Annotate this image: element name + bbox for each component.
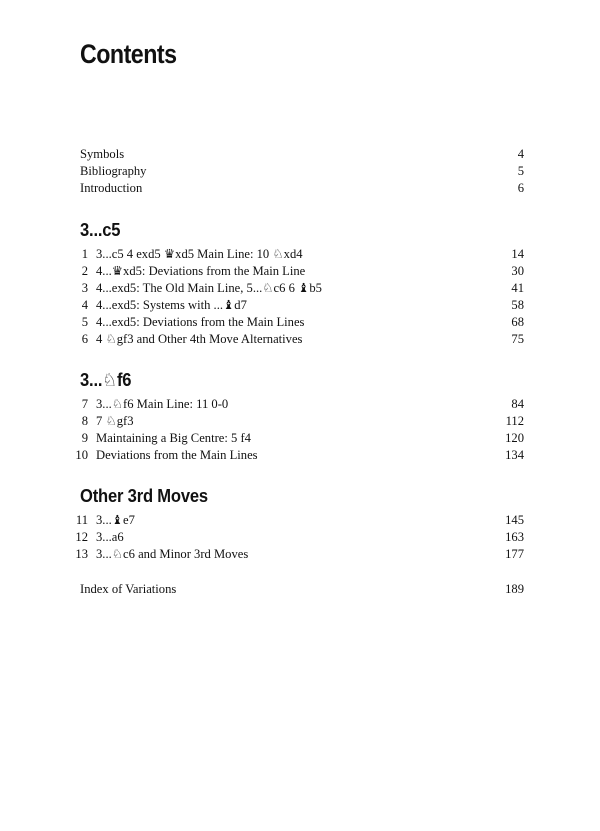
toc-entry-page: 189 xyxy=(505,582,524,596)
toc-entry-bibliography[interactable] xyxy=(80,163,524,180)
chapter-page: 75 xyxy=(511,332,524,346)
chapter-number: 10 xyxy=(75,448,88,462)
toc-chapter-1[interactable] xyxy=(80,246,524,263)
chapter-title: 3...a6 xyxy=(96,530,124,544)
chapter-page: 112 xyxy=(505,414,524,428)
chapter-number: 9 xyxy=(81,431,88,445)
chapter-title: 3...♘c6 and Minor 3rd Moves xyxy=(96,547,249,561)
chapter-title: 4...♛xd5: Deviations from the Main Line xyxy=(96,264,306,278)
chapter-page: 177 xyxy=(505,547,524,561)
chapter-page: 163 xyxy=(505,530,524,544)
section-3-c5 xyxy=(80,218,524,348)
toc-chapter-6[interactable] xyxy=(80,331,524,348)
chapter-page: 30 xyxy=(511,264,524,278)
toc-chapter-3[interactable] xyxy=(80,280,524,297)
chapter-title: 7 ♘gf3 xyxy=(96,414,134,428)
section-heading: 3...c5 xyxy=(80,220,121,240)
chapter-page: 134 xyxy=(505,448,524,462)
chapter-page: 120 xyxy=(505,431,524,445)
chapter-title: 4...exd5: The Old Main Line, 5...♘c6 6 ♝b5 xyxy=(96,281,322,295)
section-heading: 3...♘f6 xyxy=(80,370,132,390)
toc-chapter-13[interactable] xyxy=(75,546,524,563)
toc-entry-symbols[interactable] xyxy=(80,146,524,163)
chapter-title: Deviations from the Main Lines xyxy=(96,448,258,462)
chapter-page: 68 xyxy=(511,315,524,329)
chapter-number: 3 xyxy=(81,281,88,295)
toc-entry-page: 4 xyxy=(517,147,524,161)
toc-chapter-2[interactable] xyxy=(80,263,524,280)
section-heading: Other 3rd Moves xyxy=(80,486,208,506)
toc-chapter-9[interactable] xyxy=(80,430,524,447)
toc-entry-page: 6 xyxy=(517,181,524,195)
chapter-page: 145 xyxy=(505,513,524,527)
toc-entry-title: Bibliography xyxy=(80,164,147,178)
toc-entry-introduction[interactable] xyxy=(80,180,524,197)
section-other-3rd-moves xyxy=(75,484,524,563)
chapter-number: 1 xyxy=(81,247,88,261)
section-3-nf6 xyxy=(75,368,524,464)
chapter-title: 4...exd5: Deviations from the Main Lines xyxy=(96,315,305,329)
chapter-number: 12 xyxy=(75,530,88,544)
chapter-number: 4 xyxy=(81,298,88,312)
toc-chapter-7[interactable] xyxy=(80,396,524,413)
chapter-number: 2 xyxy=(81,264,88,278)
chapter-number: 7 xyxy=(81,397,88,411)
toc-entry-title: Symbols xyxy=(80,147,125,161)
toc-entry-index-of-variations[interactable] xyxy=(80,581,524,598)
chapter-title: 3...♘f6 Main Line: 11 0-0 xyxy=(96,397,229,411)
toc-entry-page: 5 xyxy=(517,164,524,178)
toc-entry-title: Index of Variations xyxy=(80,582,177,596)
chapter-title: 4 ♘gf3 and Other 4th Move Alternatives xyxy=(96,332,303,346)
chapter-page: 41 xyxy=(511,281,524,295)
toc-chapter-10[interactable] xyxy=(75,447,524,464)
front-matter-list xyxy=(80,146,524,197)
toc-chapter-4[interactable] xyxy=(80,297,524,314)
chapter-number: 8 xyxy=(81,414,88,428)
chapter-number: 13 xyxy=(75,547,88,561)
chapter-number: 11 xyxy=(75,513,88,527)
chapter-number: 5 xyxy=(81,315,88,329)
toc-entry-title: Introduction xyxy=(80,181,143,195)
chapter-page: 84 xyxy=(511,397,524,411)
chapter-title: 4...exd5: Systems with ...♝d7 xyxy=(96,298,247,312)
back-matter-list xyxy=(80,581,524,598)
chapter-title: 3...♝e7 xyxy=(96,513,135,527)
chapter-title: 3...c5 4 exd5 ♛xd5 Main Line: 10 ♘xd4 xyxy=(96,247,303,261)
page-title: Contents xyxy=(80,39,177,69)
chapter-page: 58 xyxy=(511,298,524,312)
toc-chapter-12[interactable] xyxy=(75,529,524,546)
toc-chapter-5[interactable] xyxy=(80,314,524,331)
chapter-number: 6 xyxy=(81,332,88,346)
toc-chapter-11[interactable] xyxy=(75,512,524,529)
chapter-title: Maintaining a Big Centre: 5 f4 xyxy=(96,431,251,445)
chapter-page: 14 xyxy=(511,247,524,261)
toc-chapter-8[interactable] xyxy=(80,413,524,430)
